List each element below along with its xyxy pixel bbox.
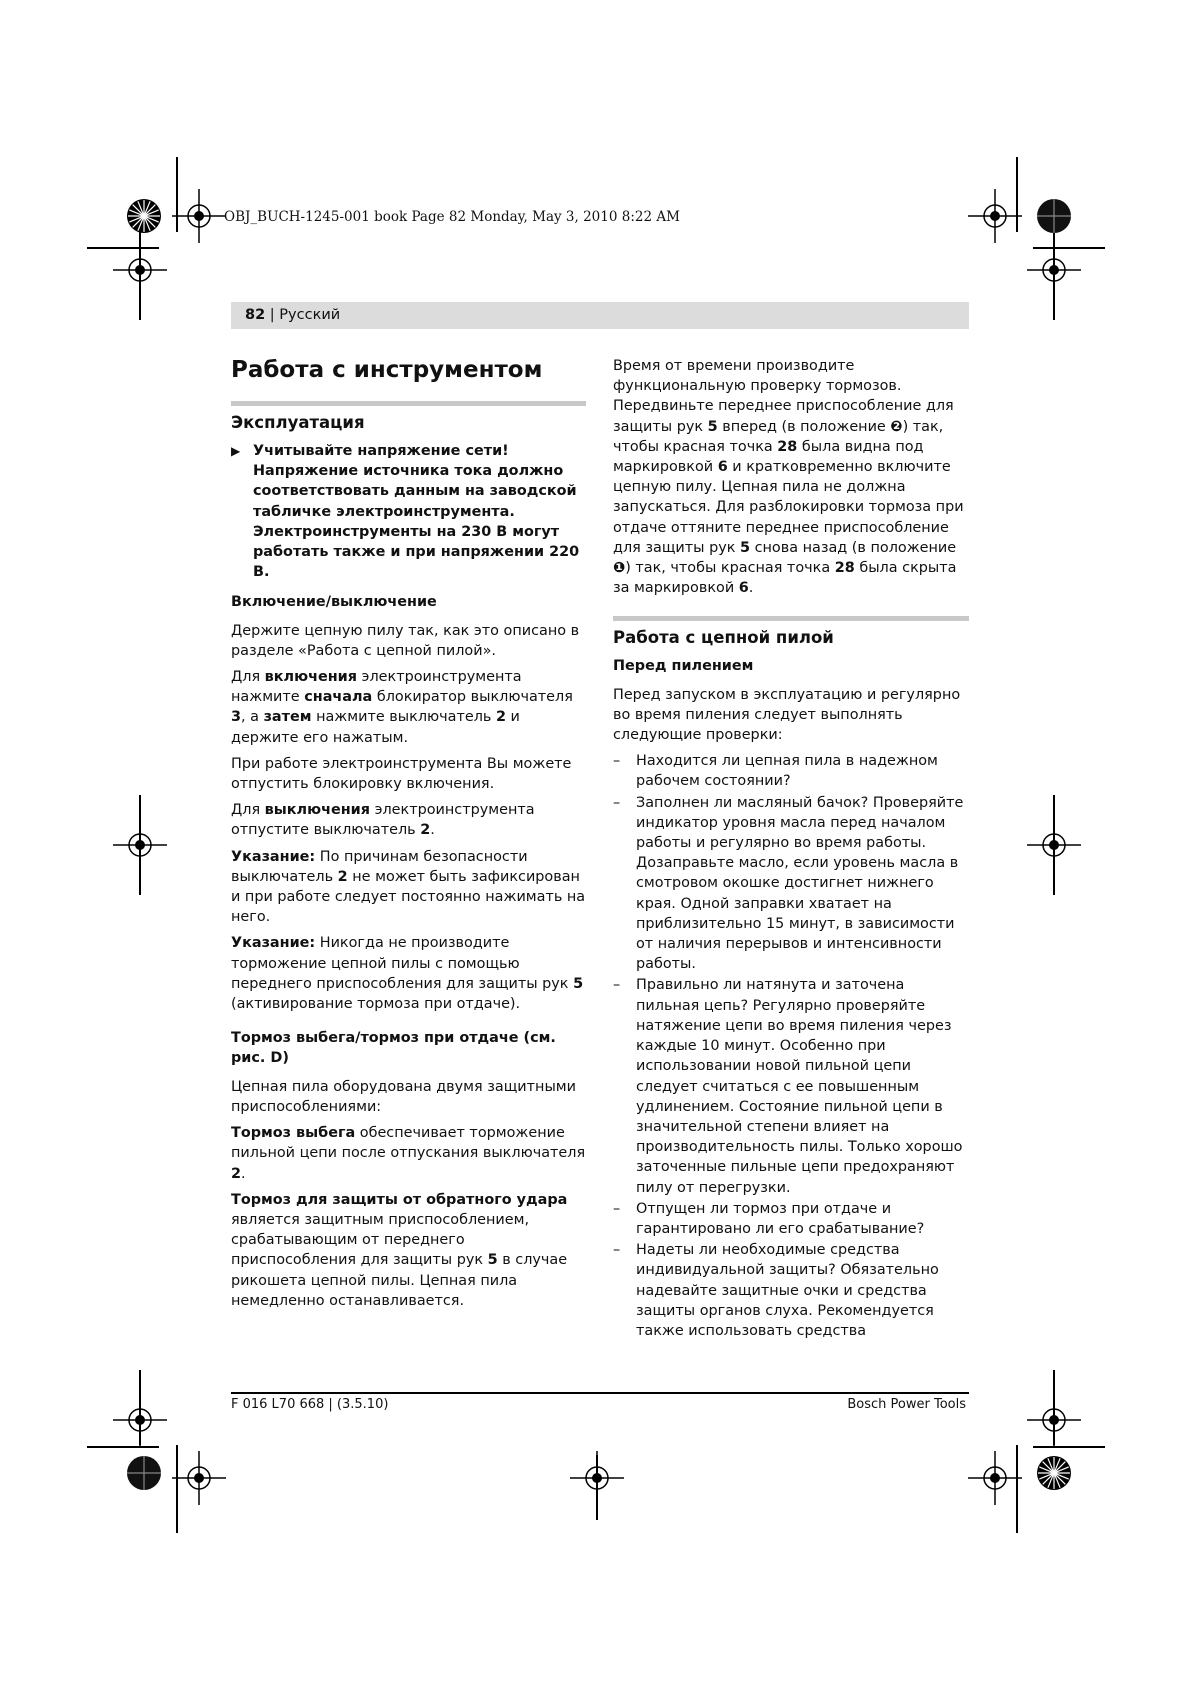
color-target-icon: [126, 198, 162, 234]
paragraph: При работе электроинструмента Вы можете отпустить блокировку включения.: [231, 755, 572, 793]
registration-mark-icon: [1027, 818, 1081, 872]
registration-mark-icon: [570, 1451, 624, 1505]
note-paragraph: Указание: Никогда не производите торможение цепной пилы с помощью переднего приспособления для защиты рук 5 (активирование тормоза при отдаче).: [231, 935, 584, 1013]
section-divider: [231, 401, 586, 406]
section-divider: [613, 616, 969, 621]
color-target-icon: [126, 1455, 162, 1491]
registration-mark-icon: [172, 1451, 226, 1505]
subheading-before-sawing: Перед пилением: [613, 658, 754, 675]
page-title: Работа с инструментом: [231, 357, 543, 383]
subheading-brake: Тормоз выбега/тормоз при отдаче (см. рис. D): [231, 1030, 556, 1067]
list-item: – Заполнен ли масляный бачок? Проверяйте индикатор уровня масла перед началом работы и регулярно во время работы. Дозаправьте масло, если уровень масла в смотровом окошке достигнет нижнего края. Одной заправки хватает на приблизительно 15 минут, в зависимости от наличия перерывов и интенсивности работы.: [613, 794, 964, 973]
footer-code: F 016 L70 668 | (3.5.10): [231, 1397, 389, 1412]
color-target-icon: [1036, 198, 1072, 234]
section-title-operation: Эксплуатация: [231, 413, 365, 432]
registration-mark-icon: [113, 243, 167, 297]
registration-mark-icon: [968, 1451, 1022, 1505]
note-paragraph: Указание: По причинам безопасности выключатель 2 не может быть зафиксирован и при работе следует постоянно нажимать на него.: [231, 848, 586, 926]
paragraph-brake-check: Время от времени производите функциональную проверку тормозов. Передвиньте переднее приспособление для защиты рук 5 вперед (в положение ❷) так, чтобы красная точка 28 была видна под маркировкой 6 и кратковременно включите цепную пилу. Цепная пила не должна запускаться. Для разблокировки тормоза при отдаче оттяните переднее приспособление для защиты рук 5 снова назад (в положение ❶) так, чтобы красная точка 28 была скрыта за маркировкой 6.: [613, 358, 964, 597]
list-item: – Надеты ли необходимые средства индивидуальной защиты? Обязательно надевайте защитные очки и средства защиты органов слуха. Рекомендуется также использовать средства: [613, 1242, 939, 1339]
section-title-chainsaw: Работа с цепной пилой: [613, 628, 834, 648]
registration-mark-icon: [1027, 243, 1081, 297]
safety-warning: [231, 441, 586, 582]
registration-mark-icon: [113, 818, 167, 872]
registration-mark-icon: [1027, 1393, 1081, 1447]
left-column: [231, 355, 586, 1317]
registration-mark-icon: [113, 1393, 167, 1447]
registration-mark-icon: [968, 189, 1022, 243]
subheading-on-off: Включение/выключение: [231, 594, 437, 611]
page-header: [231, 302, 969, 329]
header-separator: |: [265, 307, 280, 323]
list-item: – Правильно ли натянута и заточена пильная цепь? Регулярно проверяйте натяжение цепи во время пиления через каждые 10 минут. Особенно при использовании новой пильной цепи следует считаться с ее повышенным удлинением. Состояние пильной цепи в значительной степени влияет на производительность пилы. Только хорошо заточенные пильные цепи предохраняют пилу от перегрузки.: [613, 977, 963, 1196]
paragraph-coast-brake: Тормоз выбега обеспечивает торможение пильной цепи после отпускания выключателя 2.: [231, 1125, 586, 1182]
color-target-icon: [1036, 1455, 1072, 1491]
footer-divider: [231, 1392, 969, 1394]
paragraph-kickback-brake: Тормоз для защиты от обратного удара является защитным приспособлением, срабатывающим от переднего приспособления для защиты рук 5 в случае рикошета цепной пилы. Цепная пила немедленно останавливается.: [231, 1191, 568, 1309]
paragraph: Перед запуском в эксплуатацию и регулярно во время пиления следует выполнять следующие проверки:: [613, 686, 961, 744]
warning-text: Учитывайте напряжение сети! Напряжение источника тока должно соответствовать данным на заводской табличке электроинструмента. Электроинструменты на 230 В могут работать также и при напряжении 220 В.: [253, 443, 580, 581]
page-number: 82: [245, 307, 266, 323]
right-column: [613, 356, 969, 1342]
paragraph: Цепная пила оборудована двумя защитными приспособлениями:: [231, 1078, 577, 1115]
header-language: Русский: [279, 307, 341, 323]
paragraph-switch-off: Для выключения электроинструмента отпустите выключатель 2.: [231, 802, 535, 839]
header-text: [245, 307, 340, 323]
paragraph-switch-on: Для включения электроинструмента нажмите сначала блокиратор выключателя 3, а затем нажмите выключатель 2 и держите его нажатым.: [231, 669, 573, 746]
registration-mark-icon: [172, 189, 226, 243]
paragraph: Держите цепную пилу так, как это описано в разделе «Работа с цепной пилой».: [231, 622, 580, 659]
list-item: – Находится ли цепная пила в надежном рабочем состоянии?: [613, 753, 938, 790]
list-item: – Отпущен ли тормоз при отдаче и гарантировано ли его срабатывание?: [613, 1200, 925, 1237]
bullet-triangle-icon: ▶: [231, 444, 241, 458]
checklist: [613, 751, 969, 1341]
footer-brand: Bosch Power Tools: [847, 1397, 966, 1412]
print-slug: OBJ_BUCH-1245-001 book Page 82 Monday, May 3, 2010 8:22 AM: [224, 209, 680, 225]
